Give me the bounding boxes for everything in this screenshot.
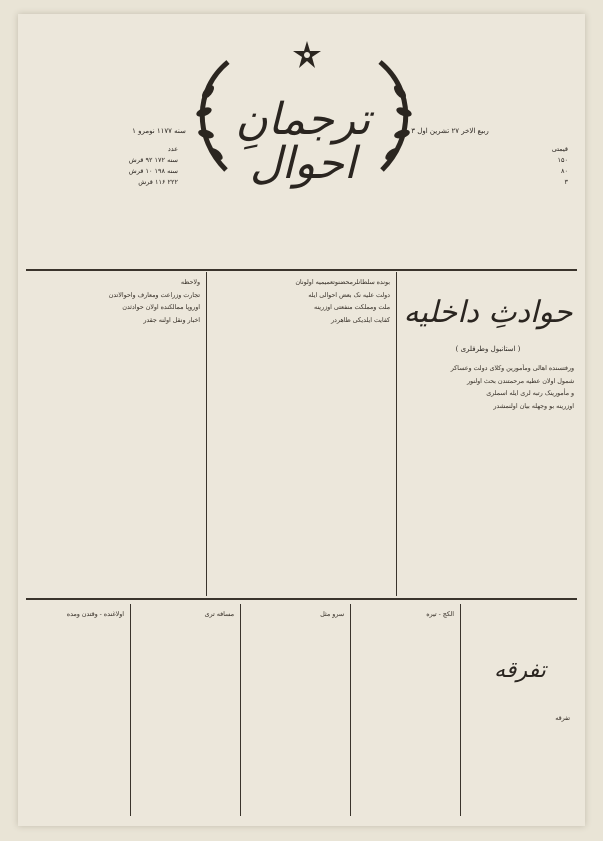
bottom-column-4: الکچ - تیره — [426, 611, 454, 618]
left-price-box: عدد سنه ۱۷۲ ۹۲ قرش سنه ۱۹۸ ۱۰ قرش ۲۲۲ ۱۱۶ قرش — [128, 145, 178, 186]
right-column-text: ورفتسنده اهالی ومأمورین وکلای دولت وعساکر شمول اولان عطیه مرحمتندن بحث اولنور و مأمورینک رتبه لری ایله اسملری اوزرینه بو وجهله بیان اولنمشدر — [450, 365, 574, 410]
right-price-box: قیمتی ۱۵۰ ۸۰ ۳ — [551, 145, 568, 186]
bottom-column-3: سرو مثل — [320, 611, 344, 618]
masthead-rule — [26, 269, 577, 271]
right-dates: ربیع الاخر ۲۷ تشرین اول ۳ — [411, 127, 489, 135]
newspaper-title: ترجمانِ احوال — [235, 94, 371, 189]
misc-title: تفرقه — [494, 658, 546, 683]
column-divider — [130, 604, 131, 816]
column-divider — [460, 604, 461, 816]
left-column-text: ولاحظه تجارت وزراعت ومعارف واحوالاتدن اوروپا ممالکنده اولان حوادثدن اخبار ونقل اولنه جقدر — [108, 279, 200, 324]
domestic-news-title: حوادثِ داخلیه — [403, 295, 573, 330]
middle-rule — [26, 598, 577, 600]
column-divider — [350, 604, 351, 816]
bottom-column-2: مسافه تری — [204, 611, 234, 618]
left-dates: سنه ۱۱۷۷ نومرو ۱ — [132, 127, 186, 135]
domestic-news-subtitle: ( استانبول وطرفلری ) — [455, 345, 521, 353]
bottom-column-1: اولاغنده - وقتدن ومده — [66, 611, 124, 618]
column-divider — [206, 272, 207, 596]
center-column-text: بونده سلطانلرمحضنوتعمیمیه اولونان دولت علیه نک بعض احوالی ایله ملت ومملکت منفعتی اوزرینه کفایت ایلدیکی ظاهردر — [295, 279, 390, 324]
newspaper-page — [18, 14, 585, 826]
column-divider — [396, 272, 397, 596]
bottom-column-5: تفرقه — [555, 715, 570, 722]
column-divider — [240, 604, 241, 816]
